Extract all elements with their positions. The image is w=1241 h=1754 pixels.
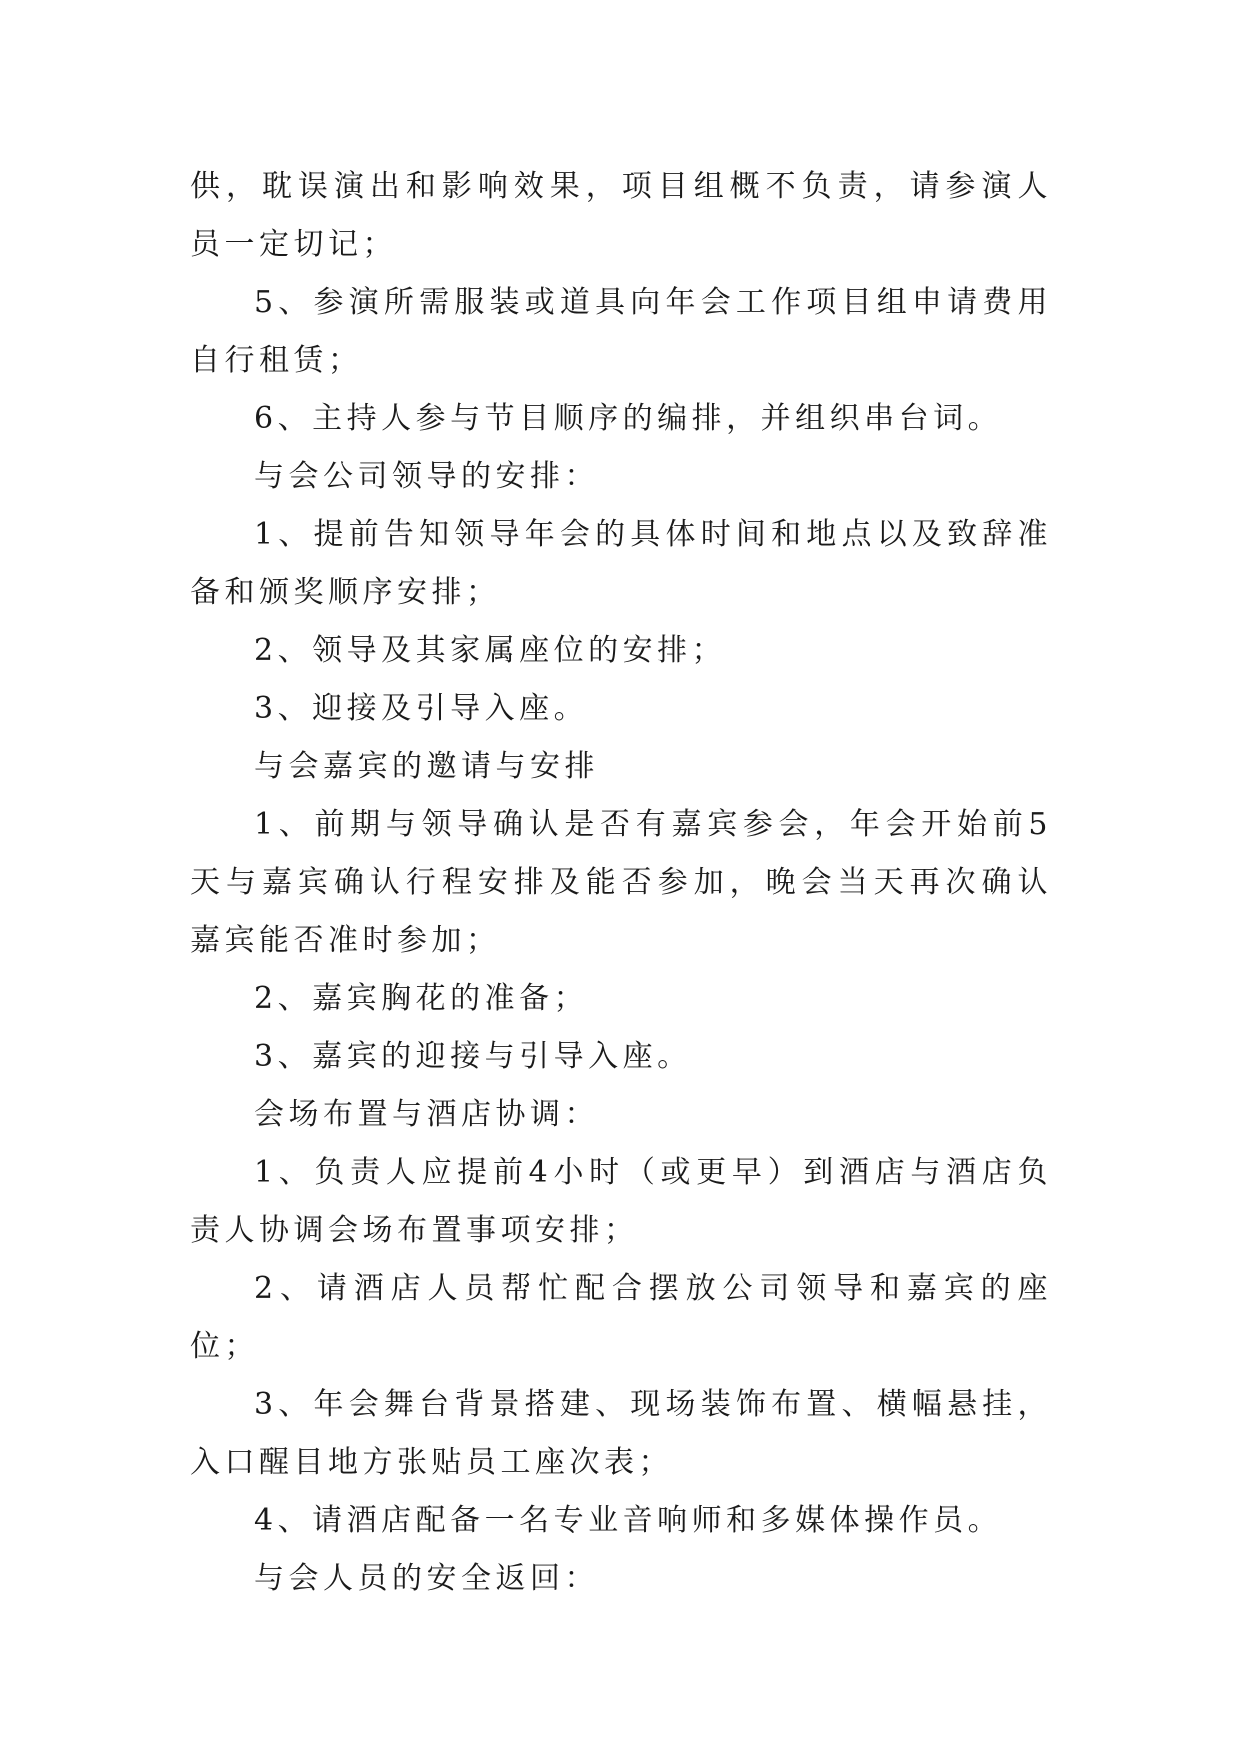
document-body (190, 158, 1052, 1608)
paragraph: 6、主持人参与节目顺序的编排，并组织串台词。 (254, 401, 1003, 436)
paragraph: 3、嘉宾的迎接与引导入座。 (254, 1039, 692, 1074)
section-heading: 与会嘉宾的邀请与安排 (254, 749, 599, 784)
paragraph: 供，耽误演出和影响效果，项目组概不负责，请参演人员一定切记； (190, 169, 1052, 262)
section-heading: 与会公司领导的安排： (254, 459, 599, 494)
paragraph: 1、负责人应提前4小时（或更早）到酒店与酒店负责人协调会场布置事项安排； (190, 1155, 1052, 1248)
paragraph: 5、参演所需服装或道具向年会工作项目组申请费用自行租赁； (190, 285, 1052, 378)
paragraph: 2、嘉宾胸花的准备； (254, 981, 589, 1016)
paragraph: 1、提前告知领导年会的具体时间和地点以及致辞准备和颁奖顺序安排； (190, 517, 1052, 610)
paragraph: 4、请酒店配备一名专业音响师和多媒体操作员。 (254, 1503, 1003, 1538)
paragraph: 3、年会舞台背景搭建、现场装饰布置、横幅悬挂，入口醒目地方张贴员工座次表； (190, 1387, 1052, 1480)
section-heading: 与会人员的安全返回： (254, 1561, 599, 1596)
section-heading: 会场布置与酒店协调： (254, 1097, 599, 1132)
paragraph: 3、迎接及引导入座。 (254, 691, 589, 726)
paragraph: 2、请酒店人员帮忙配合摆放公司领导和嘉宾的座位； (190, 1271, 1052, 1364)
paragraph: 2、领导及其家属座位的安排； (254, 633, 727, 668)
paragraph: 1、前期与领导确认是否有嘉宾参会，年会开始前5天与嘉宾确认行程安排及能否参加，晚会当天再次确认嘉宾能否准时参加； (190, 807, 1052, 958)
